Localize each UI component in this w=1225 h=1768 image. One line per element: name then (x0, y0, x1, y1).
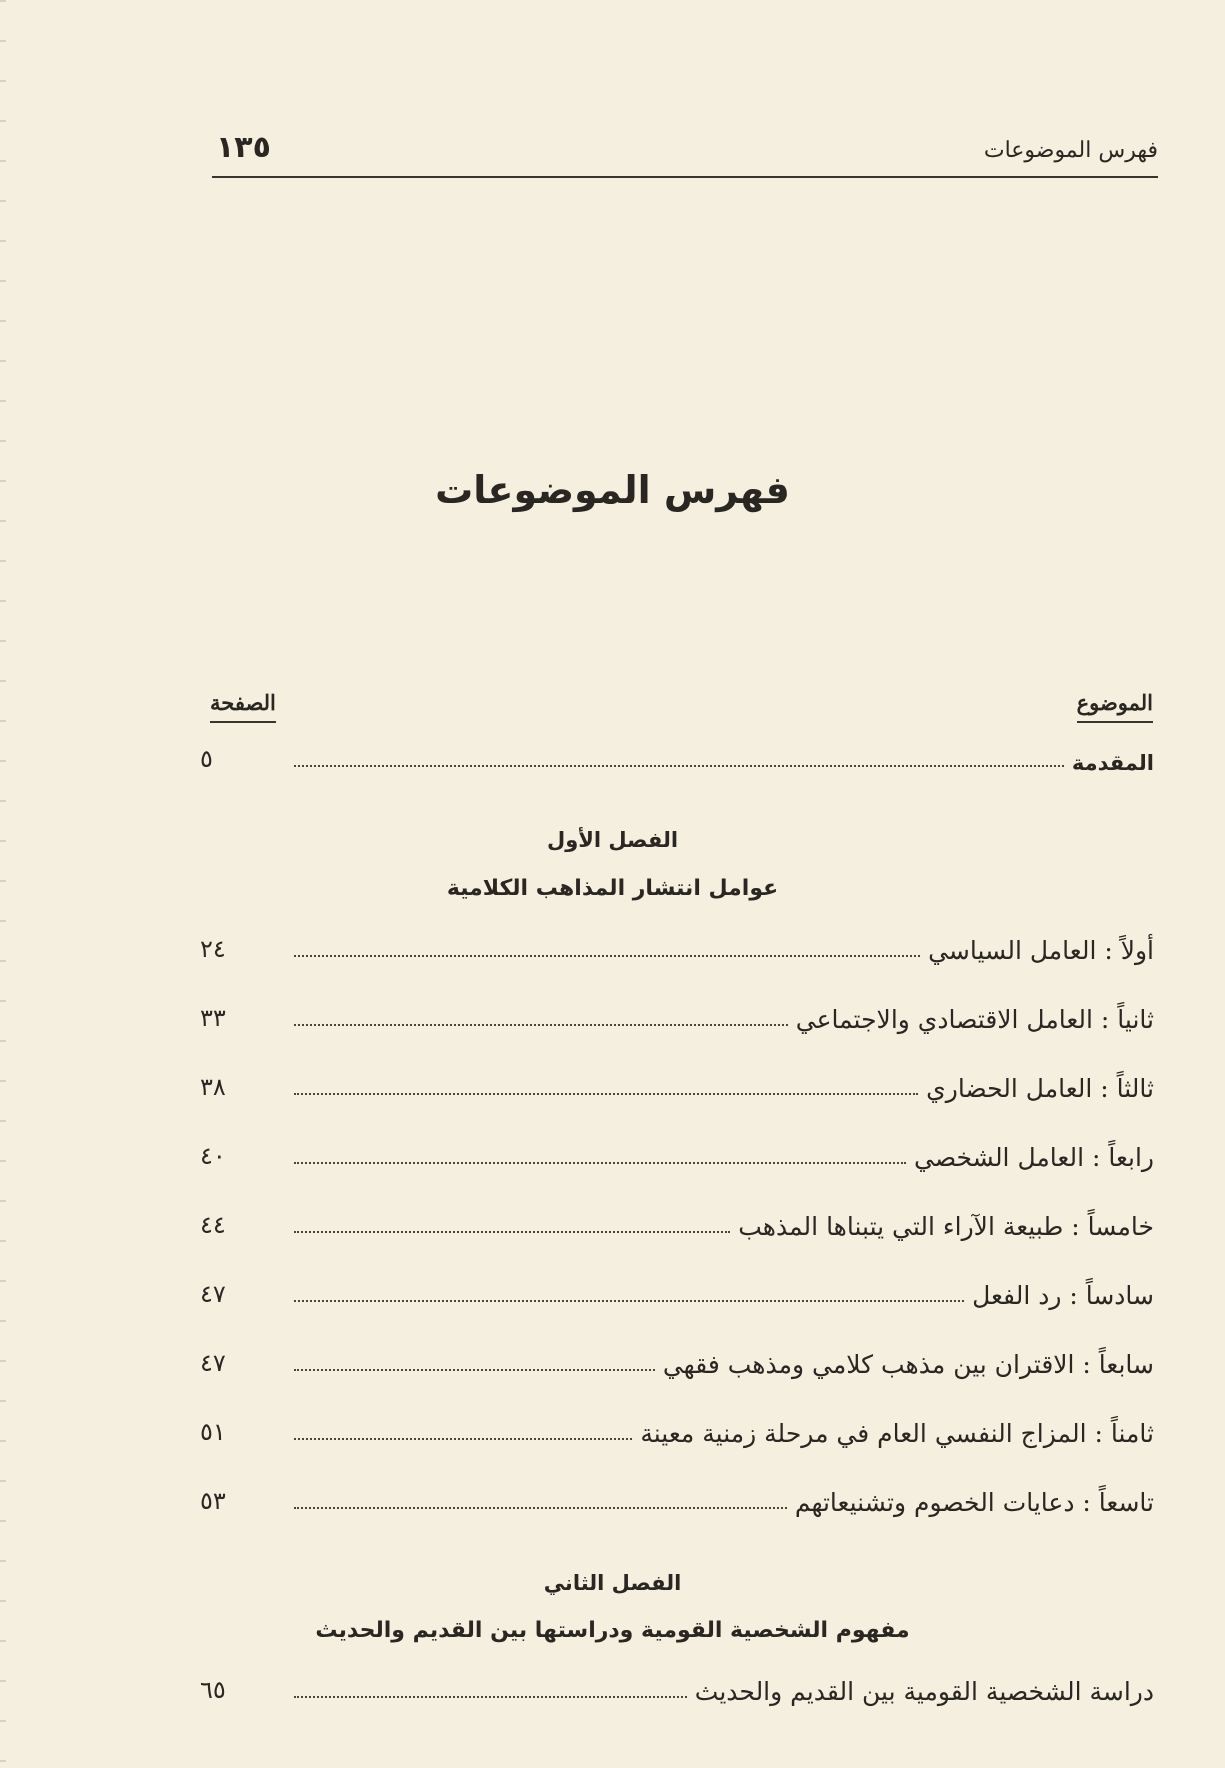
toc-entry-label: ثامناً : المزاج النفسي العام في مرحلة زمنية معينة (640, 1419, 1154, 1448)
toc-entry (200, 1132, 1154, 1172)
chapter-label: الفصل الثاني (543, 1571, 682, 1595)
toc-entry-label: دراسة الشخصية القومية بين القديم والحديث (694, 1677, 1154, 1706)
dot-leader (294, 953, 920, 957)
dot-leader (294, 1694, 687, 1698)
toc-entry-label: سادساً : رد الفعل (972, 1281, 1154, 1310)
toc-entry-page: ٦٥ (200, 1676, 226, 1704)
dot-leader (294, 1367, 655, 1371)
toc-entry-page: ٤٤ (200, 1211, 226, 1239)
toc-entry (200, 1270, 1154, 1310)
dot-leader (294, 1160, 906, 1164)
toc-entry-page: ٤٧ (200, 1349, 226, 1377)
toc-entry (200, 1477, 1154, 1517)
toc-entry (200, 1201, 1154, 1241)
chapter-label: الفصل الأول (546, 828, 679, 852)
toc-entry-label: أولاً : العامل السياسي (928, 936, 1154, 965)
dot-leader (294, 1229, 730, 1233)
toc-entry (200, 1408, 1154, 1448)
toc-entry-label: رابعاً : العامل الشخصي (913, 1143, 1154, 1172)
page-number: ١٣٥ (216, 130, 271, 165)
toc-entry (200, 1339, 1154, 1379)
toc-entry-label: خامساً : طبيعة الآراء التي يتبناها المذهب (738, 1212, 1154, 1241)
toc-entry-label: المقدمة (1071, 751, 1154, 775)
toc-entry-label: تاسعاً : دعايات الخصوم وتشنيعاتهم (794, 1488, 1154, 1517)
toc-entry-page: ٣٣ (200, 1004, 226, 1032)
toc-entry-page: ٢٤ (200, 935, 226, 963)
toc-entry-label: سابعاً : الاقتران بين مذهب كلامي ومذهب فقهي (662, 1350, 1154, 1379)
dot-leader (294, 1022, 788, 1026)
dot-leader (294, 1436, 632, 1440)
chapter-subtitle: عوامل انتشار المذاهب الكلامية (446, 876, 779, 901)
dot-leader (294, 1091, 918, 1095)
column-header-topic: الموضوع (1077, 690, 1153, 723)
toc-entry-intro (200, 735, 1154, 775)
toc-entry-page: ٤٠ (200, 1142, 226, 1170)
toc-entry-page: ٥ (200, 745, 213, 773)
toc-entry (200, 994, 1154, 1034)
toc-entry-page: ٥١ (200, 1418, 226, 1446)
toc-entry-label: ثالثاً : العامل الحضاري (926, 1074, 1154, 1103)
running-header (212, 130, 1158, 178)
dot-leader (294, 1298, 964, 1302)
toc-entry-page: ٣٨ (200, 1073, 226, 1101)
toc-entry-page: ٤٧ (200, 1280, 226, 1308)
running-title: فهرس الموضوعات (983, 138, 1158, 163)
toc-entry (200, 1666, 1154, 1706)
toc-entry-page: ٥٣ (200, 1487, 226, 1515)
column-header-page: الصفحة (210, 690, 276, 723)
dot-leader (294, 1505, 787, 1509)
page-title: فهرس الموضوعات (435, 468, 790, 512)
toc-entry (200, 1063, 1154, 1103)
chapter-subtitle: مفهوم الشخصية القومية ودراستها بين القديم والحديث (315, 1618, 910, 1643)
toc-entry-label: ثانياً : العامل الاقتصادي والاجتماعي (795, 1005, 1154, 1034)
toc-entry (200, 925, 1154, 965)
dot-leader (294, 763, 1064, 767)
